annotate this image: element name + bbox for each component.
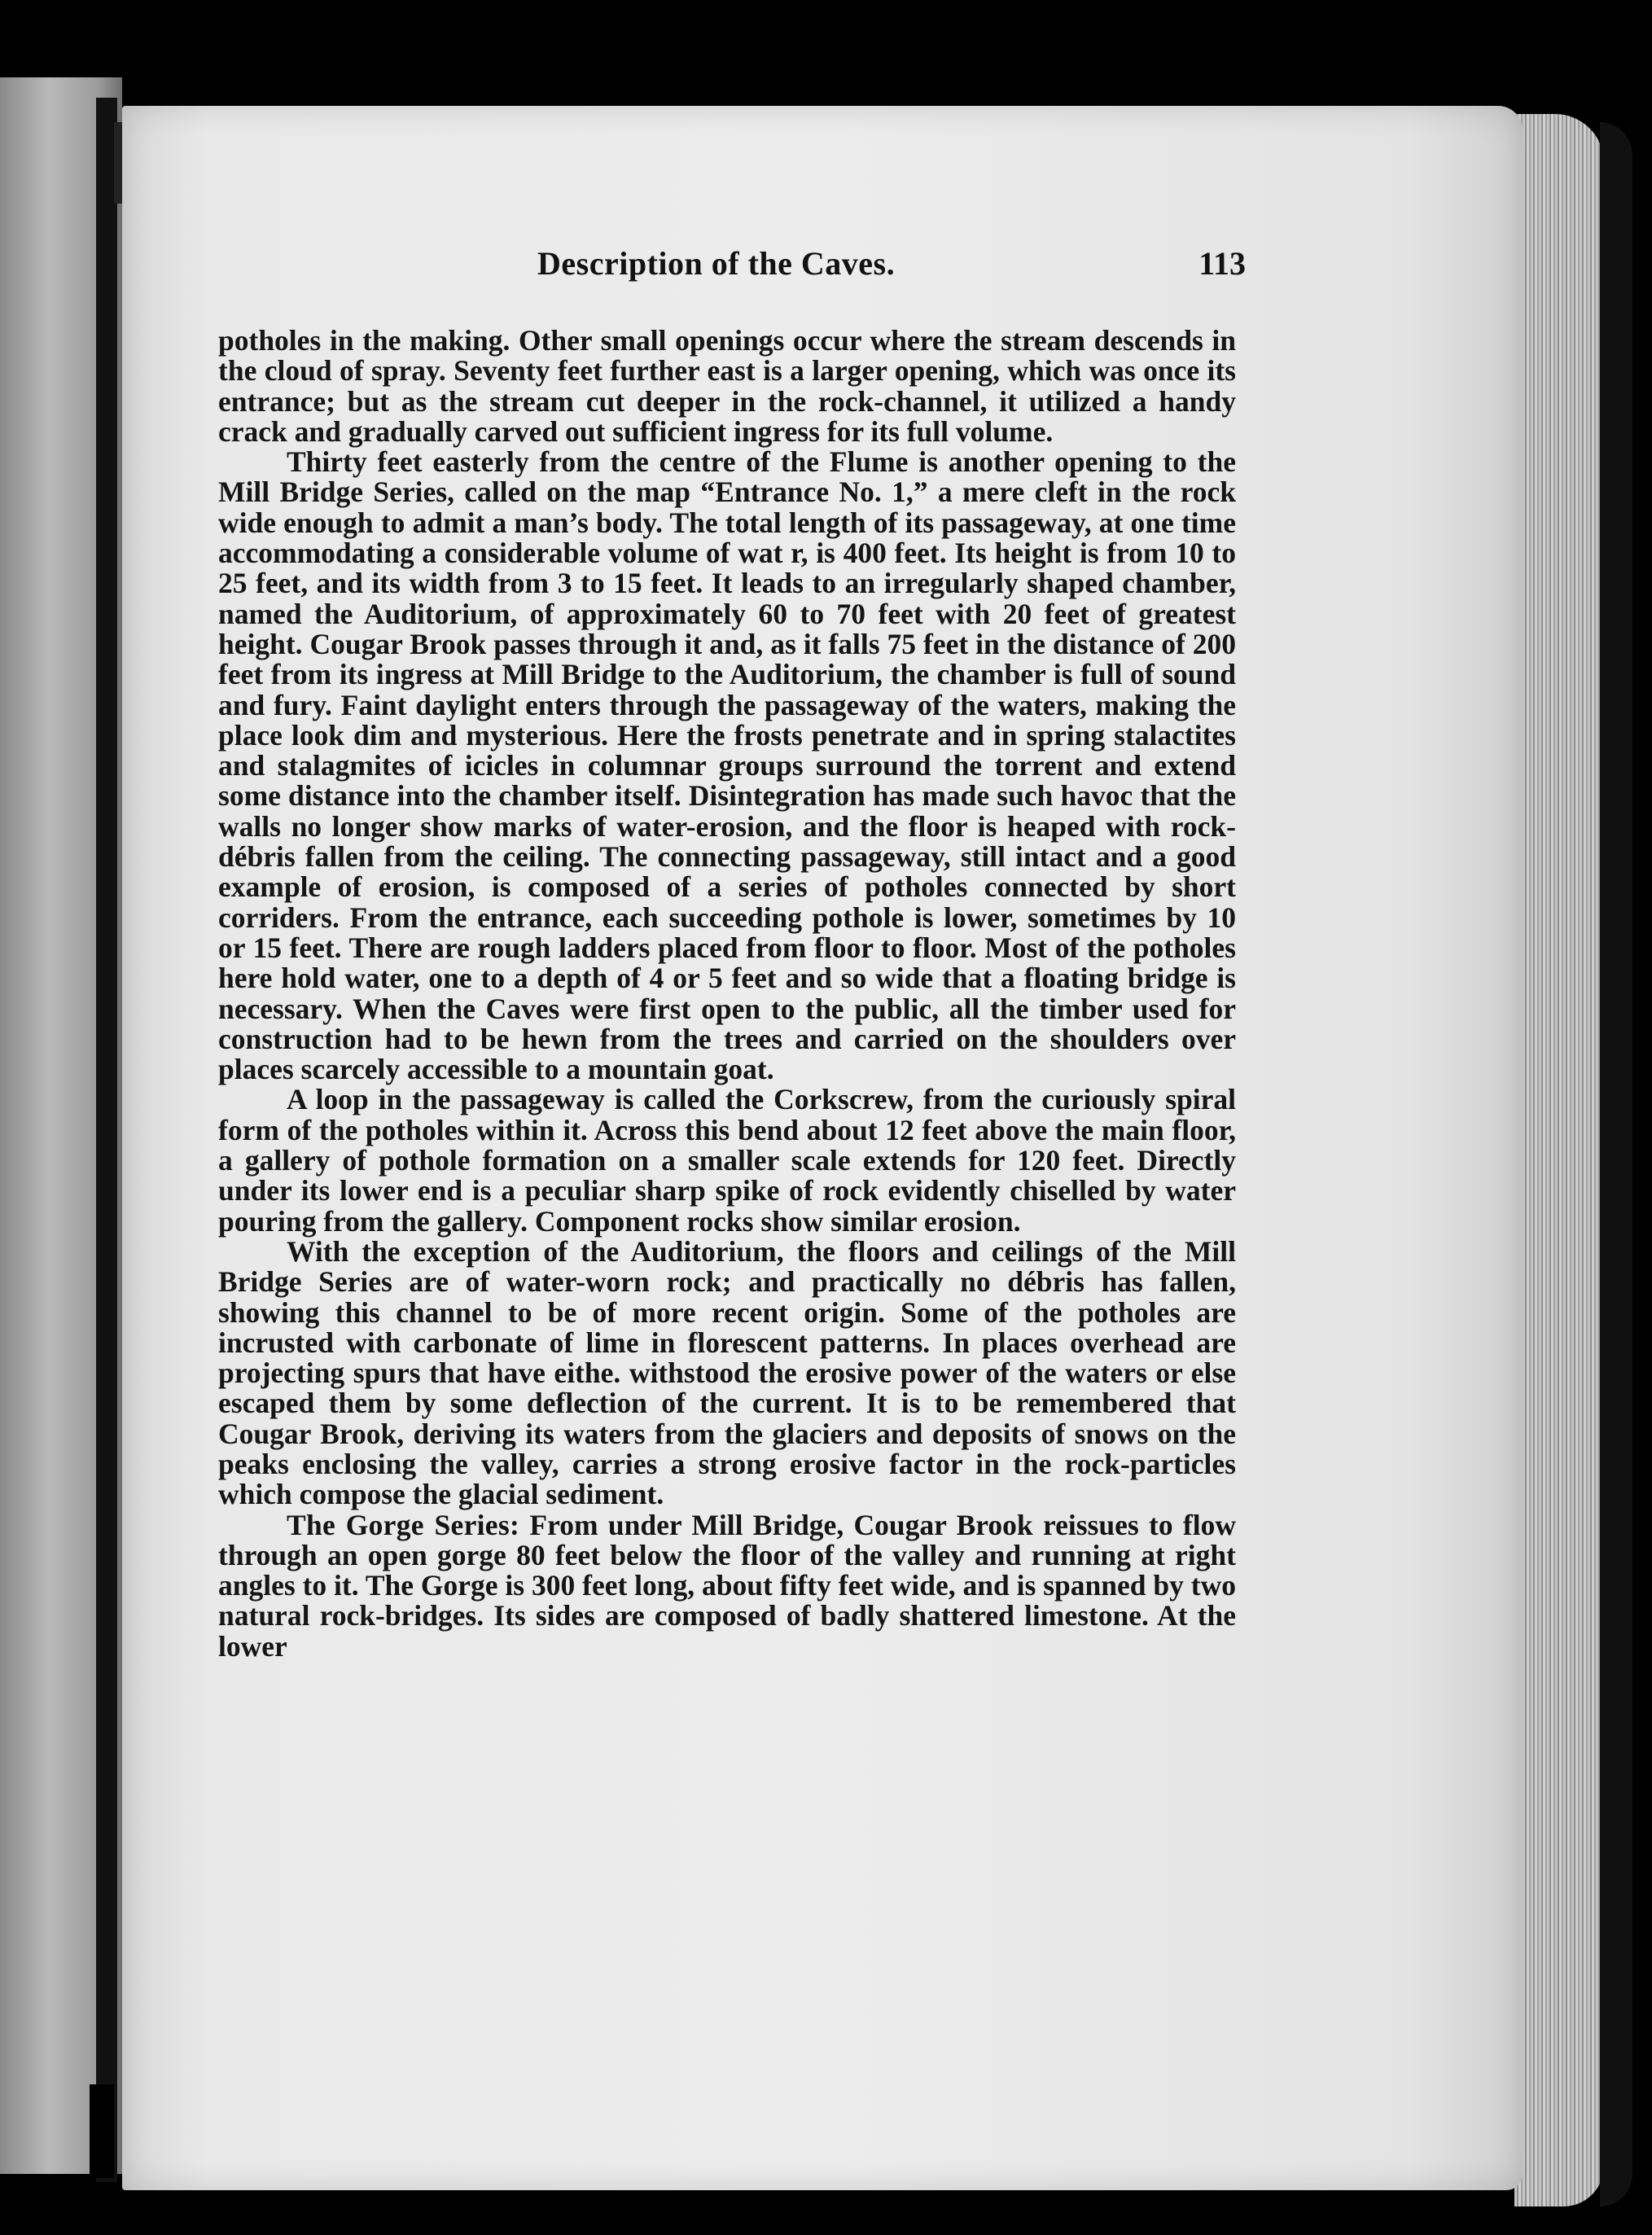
spine-mark xyxy=(90,2084,114,2178)
running-title: Description of the Caves. xyxy=(537,245,896,282)
book-cover-edge xyxy=(1600,122,1632,2207)
paragraph-text: From under Mill Bridge, Cougar Brook reissues to flow through an open gorge 80 feet below the floor of the valley and running at right angles to it. The Gorge is 300 feet long, about fifty feet wide, and is spanned by two natural rock-bridges. Its sides are composed of badly shattered limestone. At the lower xyxy=(218,1508,1236,1663)
body-text xyxy=(218,326,1236,1662)
page-number: 113 xyxy=(1198,245,1246,282)
paragraph xyxy=(218,1510,1236,1662)
paragraph xyxy=(218,1234,1236,1511)
paragraph-text: potholes in the making. Other small openings occur where the stream descends in the cloud of spray. Seventy feet further east is a larger opening, which was once its entrance; but as the stream cut deeper in the rock-channel, it utilized a handy crack and gradually carved out sufficient ingress for its full volume. xyxy=(218,324,1236,448)
paragraph xyxy=(218,1085,1236,1236)
page-stack-edges xyxy=(1514,114,1604,2207)
paragraph-text: With the exception of the Auditorium, the floors and ceilings of the Mill Bridge Series are of water-worn rock; and practically no débris has fallen, showing this channel to be of more recent origin. Some of the potholes are incrusted with carbonate of lime in florescent patterns. In places overhead are projecting spurs that have eithe. withstood the erosive power of the waters or else escaped them by some deflection of the current. It is to be remembered that Cougar Brook, deriving its waters from the glaciers and deposits of snows on the peaks enclosing the valley, carries a strong erosive factor in the rock-particles which compose the glacial sediment. xyxy=(218,1234,1236,1511)
section-heading: The Gorge Series: xyxy=(287,1508,520,1541)
paragraph-text: A loop in the passageway is called the Corkscrew, from the curiously spiral form of the potholes within it. Across this bend about 12 feet above the main floor, a gallery of pothole formation on a smaller scale extends for 120 feet. Directly under its lower end is a peculiar sharp spike of rock evidently chiselled by water pouring from the gallery. Component rocks show similar erosion. xyxy=(218,1083,1236,1238)
paragraph xyxy=(218,447,1236,1085)
paragraph xyxy=(218,326,1236,447)
book-spine xyxy=(96,98,117,2182)
paragraph-text: Thirty feet easterly from the centre of the Flume is another opening to the Mill Bridge Series, called on the map “Entrance No. 1,” a mere cleft in the rock wide enough to admit a man’s body. The total length of its passageway, at one time accommodating a considerable volume of wat r, is 400 feet. Its height is from 10 to 25 feet, and its width from 3 to 15 feet. It leads to an irregularly shaped chamber, named the Auditorium, of approximately 60 to 70 feet with 20 feet of greatest height. Cougar Brook passes through it and, as it falls 75 feet in the distance of 200 feet from its ingress at Mill Bridge to the Auditorium, the chamber is full of sound and fury. Faint daylight enters through the passageway of the waters, making the place look dim and mysterious. Here the frosts penetrate and in spring stalactites and stalagmites of icicles in columnar groups surround the torrent and extend some distance into the chamber itself. Disintegration has made such havoc that the walls no longer show marks of water-erosion, and the floor is heaped with rock-débris fallen from the ceiling. The connecting passageway, still intact and a good example of erosion, is composed of a series of potholes connected by short corriders. From the entrance, each succeeding pothole is lower, sometimes by 10 or 15 feet. There are rough ladders placed from floor to floor. Most of the potholes here hold water, one to a depth of 4 or 5 feet and so wide that a floating bridge is necessary. When the Caves were first open to the public, all the timber used for construction had to be hewn from the trees and carried on the shoulders over places scarcely accessible to a mountain goat. xyxy=(218,445,1236,1086)
page-header xyxy=(537,244,1246,293)
